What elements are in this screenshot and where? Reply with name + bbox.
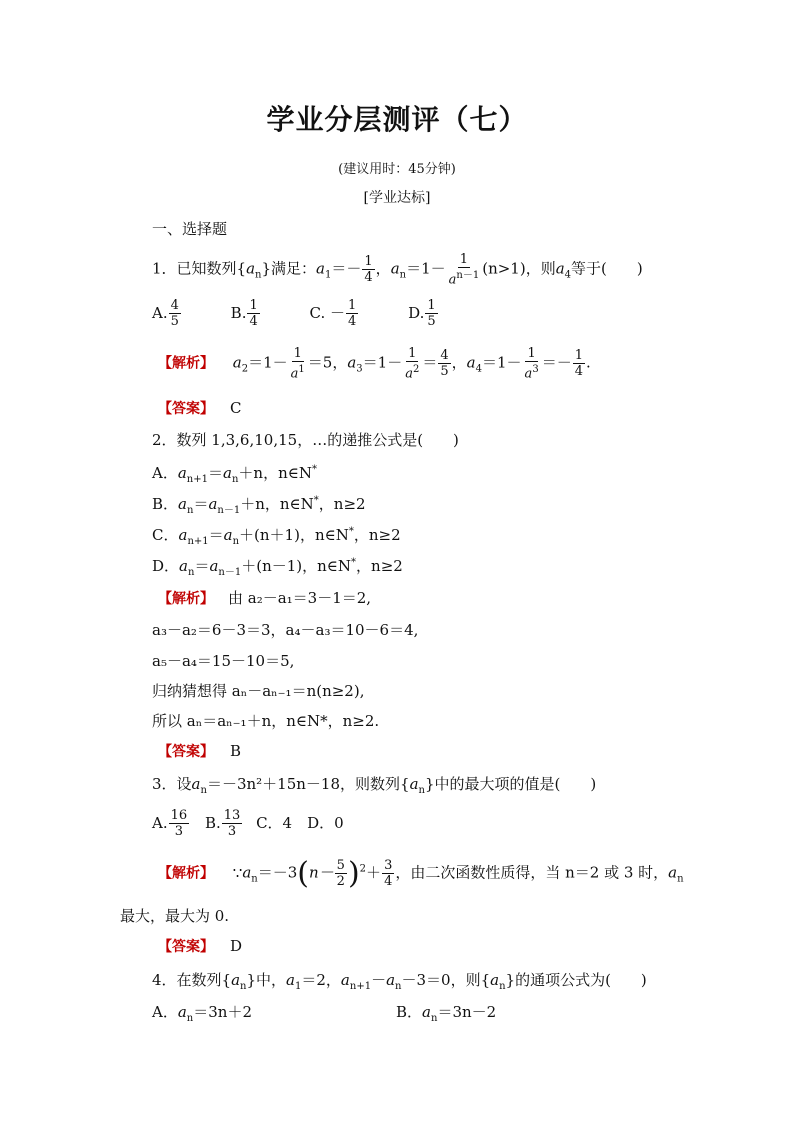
question-2-analysis-line-5: 所以 aₙ＝aₙ₋₁＋n，n∈N*，n≥2. bbox=[152, 712, 380, 730]
question-2-analysis-line-4: 归纳猜想得 aₙ－aₙ₋₁＝n(n≥2), bbox=[152, 682, 365, 700]
option-a: A. $\frac{4}{5}$ bbox=[152, 298, 179, 329]
question-2-analysis-line-2: a₃－a₂＝6－3＝3，a₄－a₃＝10－6＝4, bbox=[152, 621, 419, 639]
question-2-analysis-line-3: a₅－a₄＝15－10＝5, bbox=[152, 652, 295, 670]
question-2-stem: 2．数列 1,3,6,10,15，…的递推公式是( ) bbox=[152, 431, 459, 449]
question-2-option-d: D．$a_n=a_{n-1}+(n-1)$，n∈N*，n≥2 bbox=[152, 557, 403, 578]
question-4-option-b: B．$a_n=3n-2$ bbox=[396, 1003, 497, 1024]
time-note: (建议用时：45分钟) bbox=[338, 162, 456, 177]
question-1-stem: 1．已知数列$\{a_n\}$满足：$a_1=-$ $\frac{1}{4}$ ，$a_n=1-$ $\frac{1}{a^{n-1}}$ (n>1)，则$a_4$等于( ) bbox=[152, 252, 643, 288]
question-2-option-a: A．$a_{n+1}=a_n+n$，n∈N* bbox=[152, 464, 317, 485]
question-2-option-c: C．$a_{n+1}=a_n+(n+1)$，n∈N*，n≥2 bbox=[152, 526, 401, 547]
question-3-stem: 3．设$a_n=-3n^2+15n-18$，则数列$\{a_n\}$中的最大项的值是( ) bbox=[152, 775, 597, 796]
option-c: C. － $\frac{1}{4}$ bbox=[309, 298, 357, 329]
question-3-answer: 【答案】 D bbox=[158, 937, 243, 955]
page-title: 学业分层测评（七） bbox=[266, 103, 528, 136]
option-d: D. $\frac{1}{5}$ bbox=[408, 298, 436, 329]
section-heading: 一、选择题 bbox=[152, 220, 228, 238]
question-4-stem: 4．在数列$\{a_n\}$中，$a_1=2$，$a_{n+1}-a_n-3=0$，则$\{a_n\}$的通项公式为( ) bbox=[152, 971, 647, 992]
question-3-analysis-line-2: 最大，最大为 0. bbox=[120, 907, 230, 925]
option-c-d: C．4 D．0 bbox=[256, 813, 344, 832]
question-3-analysis: 【解析】 $\because a_n=-3(n-$ $\frac{5}{2}$ )$^2$＋ $\frac{3}{4}$ ，由二次函数性质得，当 n＝2 或 3 时，$a_n$ bbox=[158, 856, 684, 891]
question-1-answer: 【答案】 C bbox=[158, 399, 242, 417]
question-3-options bbox=[152, 808, 344, 839]
option-a: A. $\frac{16}{3}$ bbox=[152, 808, 188, 839]
option-b: B. $\frac{13}{3}$ bbox=[204, 808, 241, 839]
question-2-answer: 【答案】 B bbox=[158, 742, 242, 760]
question-2-analysis-line-1: 【解析】 由 a₂－a₁＝3－1＝2, bbox=[158, 589, 372, 607]
section-tag: [学业达标] bbox=[363, 190, 431, 206]
question-2-option-b: B．$a_n=a_{n-1}+n$，n∈N*，n≥2 bbox=[152, 495, 366, 516]
option-b: B. $\frac{1}{4}$ bbox=[230, 298, 258, 329]
question-4-option-a: A．$a_n=3n+2$ bbox=[152, 1003, 252, 1024]
question-1-options bbox=[152, 298, 439, 329]
question-1-analysis: 【解析】 $a_2=1-$ $\frac{1}{a^1}$ ＝5，$a_3=1-$ $\frac{1}{a^2}$ ＝ $\frac{4}{5}$ ，$a_4=1-$ $\frac{1}{a^3}$ ＝－ $\frac{1}{4}$ . bbox=[158, 346, 591, 382]
